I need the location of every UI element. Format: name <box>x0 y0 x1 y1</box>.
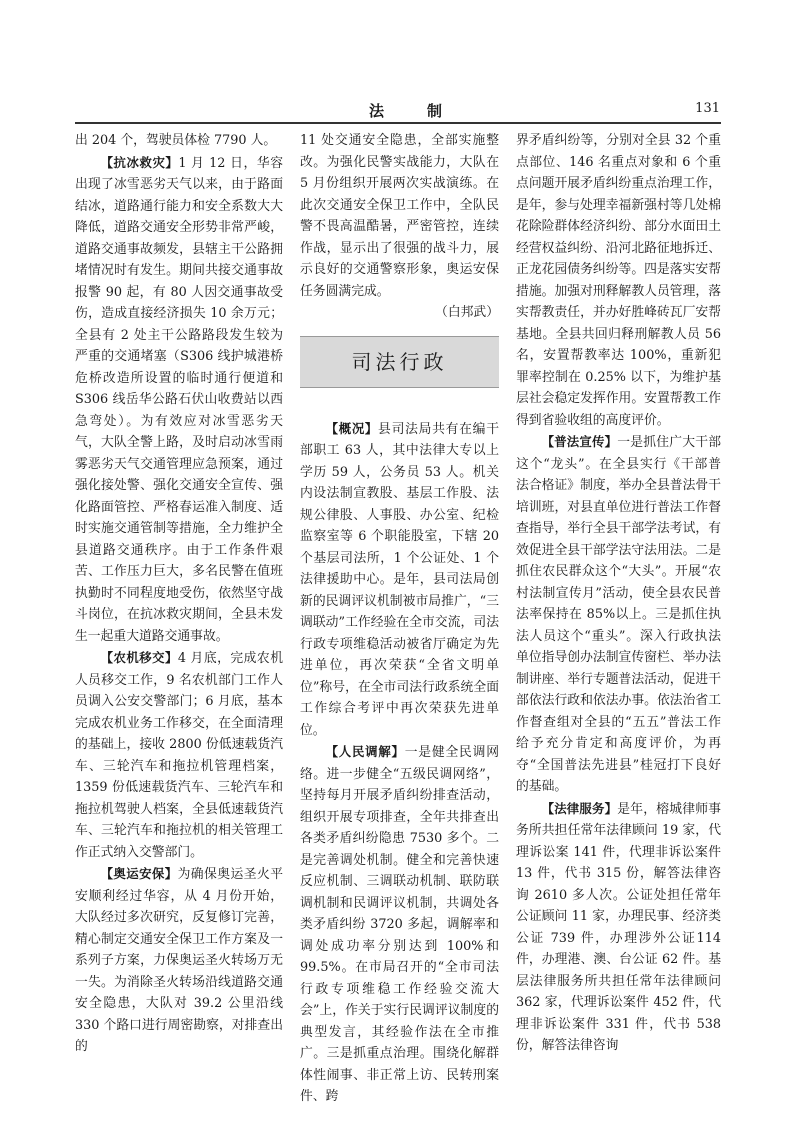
paragraph-text: 县司法局共有在编干部职工 63 人，其中法律大专以上学历 59 人，公务员 53 人。机关内设法制宣教股、基层工作股、法规公律股、人事股、办公室、纪检监察室等 6 个职能股室，下辖 20 个基层司法所，1 个公证处、1 个法律援助中心。是年，县司法局创新的民调评议机制被市局推广，“三调联动”工作经验在全市交流，司法行政专项维稳活动被省厅确定为先进单位，再次荣获“全省文明单位”称号，在全市司法行政系统全面工作综合考评中再次荣获先进单位。 <box>300 421 499 738</box>
paragraph <box>75 647 283 863</box>
paragraph-text: 一是健全民调网络。进一步健全“五级民调网络”，坚持每月开展矛盾纠纷排查活动，组织开展专项排查，全年共排查出各类矛盾纠纷隐患 7530 多个。二是完善调处机制。健全和完善快速反应机制、三调联动机制、联防联调机制和民调评议机制，共调处各类矛盾纠纷 3720 多起，调解率和调处成功率分别达到 100%和 99.5%。在市局召开的“全市司法行政专项维稳工作经验交流大会”上，作关于实行民调评议制度的典型发言，其经验作法在全市推广。三是抓重点治理。围绕化解群体性闹事、非正常上访、民转刑案件、跨 <box>300 745 500 1104</box>
paragraph <box>300 130 499 302</box>
section-heading: 司法行政 <box>300 336 499 388</box>
paragraph-text: 11 处交通安全隐患，全部实施整改。为强化民警实战能力，大队在 5 月份组织开展两次实战演练。在此次交通安全保卫工作中，全队民警不畏高温酷暑，严密管控，连续作战，显示出了很强的战斗力，展示良好的交通警察形象，奥运安保任务圆满完成。 <box>300 133 499 299</box>
running-header-title: 法 制 <box>369 102 457 120</box>
paragraph <box>516 431 721 798</box>
paragraph-text: 4 月底，完成农机人员移交工作，9 名农机部门工作人员调入公安交警部门；6 月底，基本完成农机业务工作移交，在全面清理的基础上，接收 2800 份低速载货汽车、三轮汽车和拖拉机管理档案，1359 份低速载货汽车、三轮汽车和拖拉机驾驶人档案，全县低速载货汽车、三轮汽车和拖拉机的相关管理工作正式纳入交警部门。 <box>75 651 284 860</box>
paragraph-text: （白邦武） <box>435 305 499 320</box>
author-credit <box>300 302 499 324</box>
subheading: 【人民调解】 <box>325 744 405 759</box>
subheading: 【抗冰救灾】 <box>100 154 179 170</box>
column-3 <box>516 130 721 1060</box>
subheading: 【概况】 <box>325 420 379 436</box>
paragraph <box>516 798 721 1057</box>
paragraph <box>75 863 283 1058</box>
subheading: 【农机移交】 <box>100 650 178 665</box>
paragraph-text: 为确保奥运圣火平安顺利经过华容，从 4 月份开始，大队经过多次研究，反复修订完善，精心制定交通安全保卫工作方案及一系列子方案，力保奥运圣火转场万无一失。为消除圣火转场沿线道路交通安全隐患，大队对 39.2 公里沿线 330 个路口进行周密勘察，对排查出的 <box>75 867 283 1054</box>
subheading: 【法律服务】 <box>541 800 618 816</box>
column-1 <box>75 130 283 1060</box>
paragraph-text: 界矛盾纠纷等，分别对全县 32 个重点部位、146 名重点对象和 6 个重点问题开展矛盾纠纷重点治理工作，是年，参与处理幸福新强村等几处棉花除险群体经济纠纷、部分水面田土经营权益纠纷、沿河北路征地拆迁、正龙花园债务纠纷等。四是落实安帮措施。加强对刑释解教人员管理，落实帮教责任，并办好胜峰砖瓦厂安帮基地。全县共回归释刑解教人员 56 名，安置帮教率达 100%，重新犯罪率控制在 0.25% 以下，为维护基层社会稳定发挥作用。安置帮教工作得到省验收组的高度评价。 <box>516 133 721 428</box>
paragraph-text: 一是抓住广大干部这个“龙头”。在全县实行《干部普法合格证》制度，举办全县普法骨干培训班，对县直单位进行普法工作督查指导，举行全县干部学法考试，有效促进全县干部学法守法用法。二是抓住农民群众这个“大头”。开展“农村法制宣传月”活动，使全县农民普法率保持在 85%以上。三是抓住执法人员这个“重头”。深入行政执法单位指导创办法制宣传窗栏、举办法制讲座、举行专题普法活动，促进干部依法行政和依法办事。依法治省工作督查组对全县的“五五”普法工作给予充分肯定和高度评价，为再夺“全国普法先进县”桂冠打下良好的基础。 <box>516 435 722 794</box>
subheading: 【奥运安保】 <box>100 866 178 881</box>
page-number: 131 <box>695 101 720 116</box>
paragraph <box>516 130 721 431</box>
subheading: 【普法宣传】 <box>541 434 618 449</box>
paragraph <box>75 130 283 152</box>
paragraph <box>300 418 499 742</box>
paragraph-text: 是年，榕城律师事务所共担任常年法律顾问 19 家，代理诉讼案 141 件，代理非诉讼案件 13 件，代书 315 份，解答法律咨询 2610 多人次。公证处担任常年公证顾问 11 家，办理民事、经济类公证 739 件，办理涉外公证114 件，办理港、澳、台公证 62 件。基层法律服务所共担任常年法律顾问 362 家，代理诉讼案件 452 件，代理非诉讼案件 331 件，代书 538 份，解答法律咨询 <box>516 801 722 1053</box>
paragraph-text: 1 月 12 日，华容出现了冰雪恶劣天气以来，由于路面结冰，道路通行能力和安全系数大大降低，道路交通安全形势非常严峻，道路交通事故频发，县辖主干公路拥堵情况时有发生。期间共接交通事故报警 90 起，有 80 人因交通事故受伤，造成直接经济损失 10 余万元；全县有 2 处主干公路路段发生较为严重的交通堵塞（S306 线护城港桥危桥改造所设置的临时通行便道和 S306 线岳华公路石伏山收费站以西急弯处）。为有效应对冰雪恶劣天气，大队全警上路，及时启动冰雪雨雾恶劣天气交通管理应急预案，通过强化接处警、强化交通安全宣传、强化路面管控、严格春运准入制度、适时实施交通管制等措施，全力维护全县道路交通秩序。由于工作条件艰苦、工作压力巨大，多名民警在值班执勤时不同程度地受伤，依然坚守战斗岗位，在抗冰救灾期间，全县未发生一起重大道路交通事故。 <box>75 155 283 644</box>
header-rule <box>75 122 721 124</box>
paragraph <box>300 741 499 1108</box>
column-2 <box>300 130 500 1104</box>
paragraph-text: 出 204 个，驾驶员体检 7790 人。 <box>75 133 277 148</box>
paragraph <box>75 152 283 648</box>
